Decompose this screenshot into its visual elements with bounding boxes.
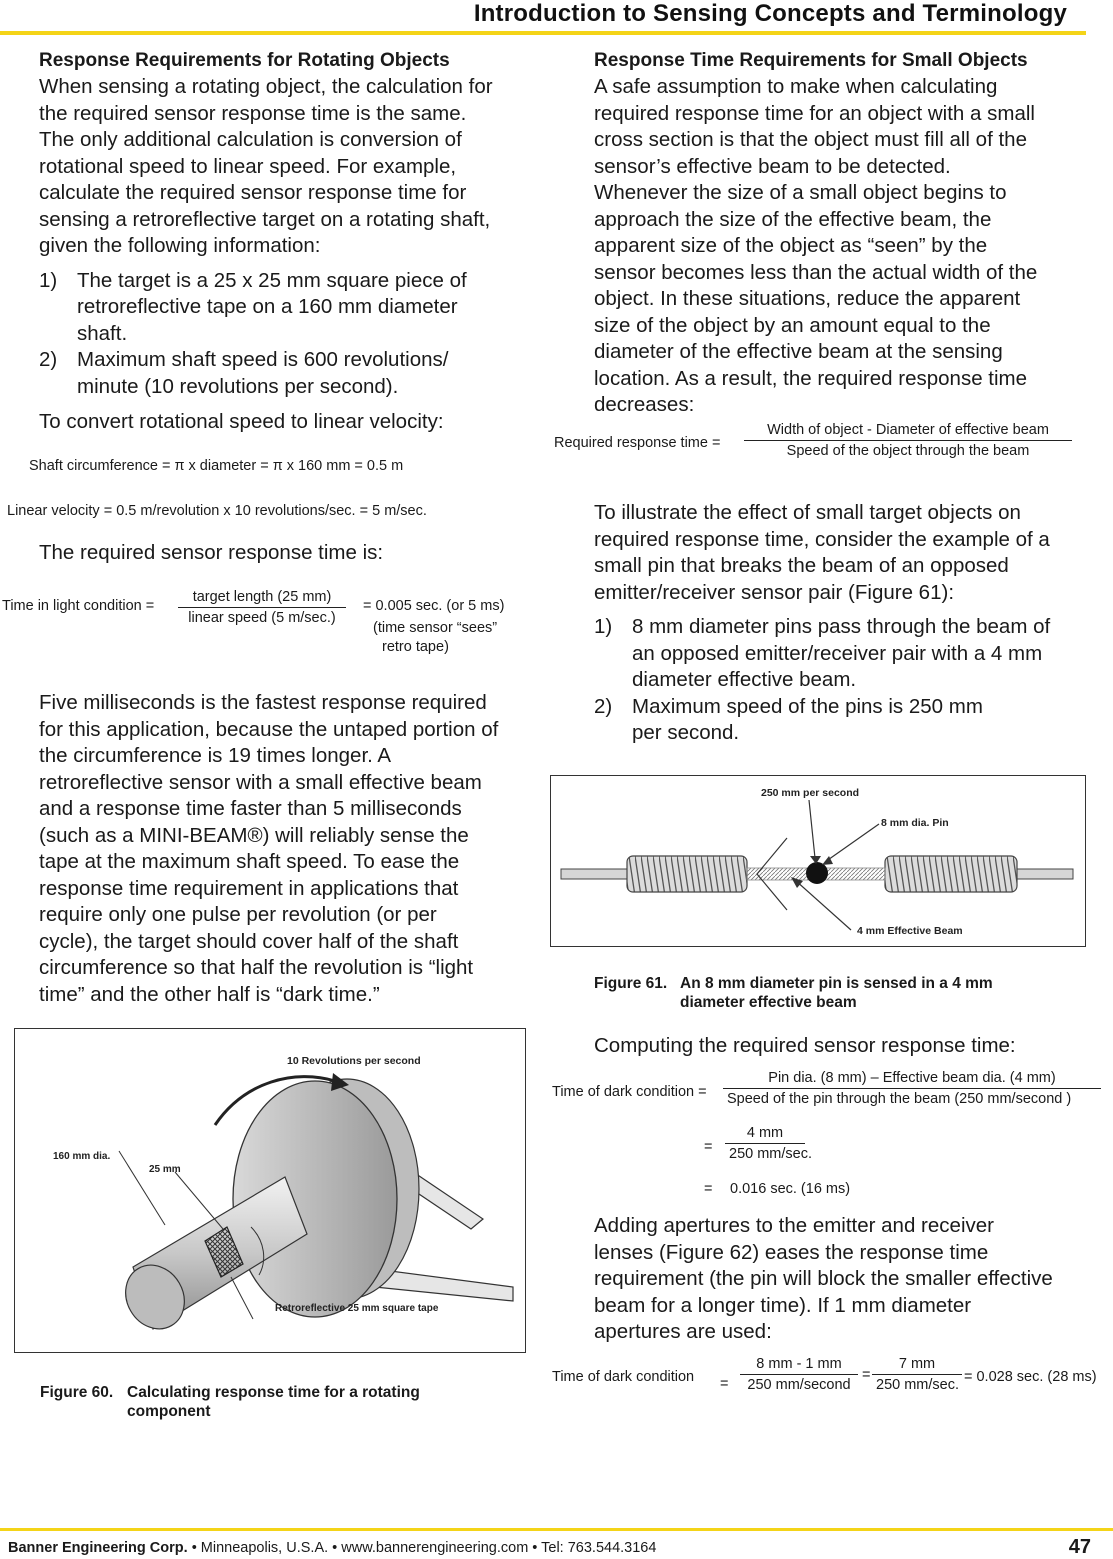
fraction-denominator: Speed of the object through the beam [786,443,1030,459]
footer-company: Banner Engineering Corp. [8,1540,188,1556]
computing-paragraph: Computing the required sensor response time: [594,1034,1016,1057]
equation-dark-equals: = [704,1139,713,1155]
list-number: 2) [39,348,58,371]
label-speed: 250 mm per second [761,787,860,799]
list-text: 8 mm diameter pins pass through the beam of an opposed emitter/receiver pair with a 4 mm diameter effective beam. [632,615,1051,691]
figure-60-caption [40,1383,510,1421]
figure-61-caption [594,974,1074,1012]
required-paragraph: The required sensor response time is: [39,541,384,564]
rotating-shaft-illustration [15,1029,525,1352]
equation-aperture-fraction-1 [740,1355,858,1394]
equation-dark-equals: = [704,1181,713,1197]
fraction-denominator: 250 mm/sec. [729,1146,812,1162]
aperture-paragraph: Adding apertures to the emitter and receiver lenses (Figure 62) eases the response time requirement (the pin will block the smaller effective beam for a longer time). If 1 mm diameter apertures are used: [594,1214,1053,1343]
caption-text: Calculating response time for a rotating component [127,1384,420,1420]
list-text: Maximum speed of the pins is 250 mm per second. [632,694,983,744]
fraction-denominator: linear speed (5 m/sec.) [188,610,336,626]
pin-beam-illustration [551,776,1085,946]
equation-dark-fraction-2 [725,1124,812,1163]
equation-dark-fraction [723,1069,1101,1108]
footer-details: • Minneapolis, U.S.A. • www.bannerengineering.com • Tel: 763.544.3164 [191,1540,657,1556]
equation-light-fraction [178,588,346,627]
small-objects-paragraph: A safe assumption to make when calculating required response time for an object with a small cross section is that the object must fill all of the sensor’s effective beam to be detected. Whenever the size of a small object begins to approach the size of the effective beam, the apparent size of the object as “seen” by the sensor becomes less than the actual width of the object. In these situations, reduce the apparent size of the object by an amount equal to the diameter of the effective beam at the sensing location. As a result, the required response time decreases: [594,75,1038,416]
page-header-title: Introduction to Sensing Concepts and Terminology [473,0,1067,27]
fraction-numerator: Width of object - Diameter of effective beam [744,421,1072,441]
fraction-numerator: target length (25 mm) [178,588,346,608]
equation-aperture-equals: = [862,1367,871,1383]
right-column [594,48,1044,419]
equation-aperture-fraction-2 [872,1355,962,1394]
left-paragraph-2: Five milliseconds is the fastest response required for this application, because the untaped portion of the circumference is 19 times longer. A retroreflective sensor with a small effective beam and a response time faster than 5 milliseconds (such as a MINI-BEAM®) will reliably sense the tape at the maximum shaft speed. To ease the response time requirement in applications that require only one pulse per revolution (or per cycle), the target should cover half of the shaft circumference so that half the revolution is “light time” and the other half is “dark time.” [39,691,499,1006]
equation-general-label: Required response time = [554,435,721,451]
label-tape: Retroreflective 25 mm square tape [275,1303,439,1314]
caption-text: An 8 mm diameter pin is sensed in a 4 mm diameter effective beam [680,975,993,1011]
footer-rule [0,1528,1113,1531]
list-text: The target is a 25 x 25 mm square piece of retroreflective tape on a 160 mm diameter shaft. [77,268,467,345]
label-25mm: 25 mm [149,1164,181,1175]
figure-60 [14,1028,526,1353]
emitter [627,856,747,892]
equation-light-label: Time in light condition = [2,598,155,614]
equation-dark-label: Time of dark condition = [552,1084,707,1100]
figure-61 [550,775,1086,947]
label-pin: 8 mm dia. Pin [881,817,949,829]
list-item [39,347,499,400]
right-paragraph-2 [594,500,1054,747]
equation-light-result: = 0.005 sec. (or 5 ms) [363,598,505,614]
equation-circumference: Shaft circumference = π x diameter = π x 160 mm = 0.5 m [29,458,404,474]
caption-label: Figure 61. [594,975,668,992]
convert-paragraph: To convert rotational speed to linear velocity: [39,410,444,433]
equation-general-fraction [744,421,1072,460]
list-item [39,268,499,348]
label-beam: 4 mm Effective Beam [857,925,963,937]
label-diameter: 160 mm dia. [53,1151,111,1162]
fraction-numerator: 8 mm - 1 mm [740,1355,858,1375]
illustrate-paragraph: To illustrate the effect of small target objects on required response time, consider the example of a small pin that breaks the beam of an opposed emitter/receiver sensor pair (Figure 61): [594,501,1050,604]
left-column [39,48,499,436]
fraction-numerator: 4 mm [725,1124,805,1144]
equation-aperture-equals: = [720,1376,729,1392]
fraction-numerator: 7 mm [872,1355,962,1375]
pin [806,862,828,884]
equation-light-note: retro tape) [382,639,449,655]
fraction-denominator: Speed of the pin through the beam (250 mm/second ) [727,1091,1072,1107]
fraction-denominator: 250 mm/second [747,1377,851,1393]
section-heading-rotating: Response Requirements for Rotating Objects [39,50,450,71]
list-number: 1) [594,615,613,638]
equation-aperture-result: = 0.028 sec. (28 ms) [964,1369,1097,1385]
fraction-denominator: 250 mm/sec. [876,1377,959,1393]
equation-dark-result: 0.016 sec. (16 ms) [730,1181,851,1197]
equation-light-note: (time sensor “sees” [373,620,498,636]
caption-label: Figure 60. [40,1384,114,1401]
list-item [594,614,1054,694]
header-rule [0,31,1086,35]
equation-aperture-label: Time of dark condition [552,1369,695,1385]
equation-velocity: Linear velocity = 0.5 m/revolution x 10 revolutions/sec. = 5 m/sec. [7,503,427,519]
list-number: 2) [594,694,613,718]
section-heading-small-objects: Response Time Requirements for Small Objects [594,50,1028,71]
page-number: 47 [1068,1536,1091,1558]
list-text: Maximum shaft speed is 600 revolutions/ minute (10 revolutions per second). [77,348,449,398]
footer [8,1540,656,1556]
fraction-numerator: Pin dia. (8 mm) – Effective beam dia. (4 mm) [723,1069,1101,1089]
label-revolutions: 10 Revolutions per second [287,1055,421,1067]
intro-paragraph: When sensing a rotating object, the calculation for the required sensor response time is the same. The only additional calculation is conversion of rotational speed to linear speed. For example, calculate the required sensor response time for sensing a retroreflective target on a rotating shaft, given the following information: [39,75,493,257]
receiver [885,856,1017,892]
list-item [594,694,1054,747]
list-number: 1) [39,268,58,292]
